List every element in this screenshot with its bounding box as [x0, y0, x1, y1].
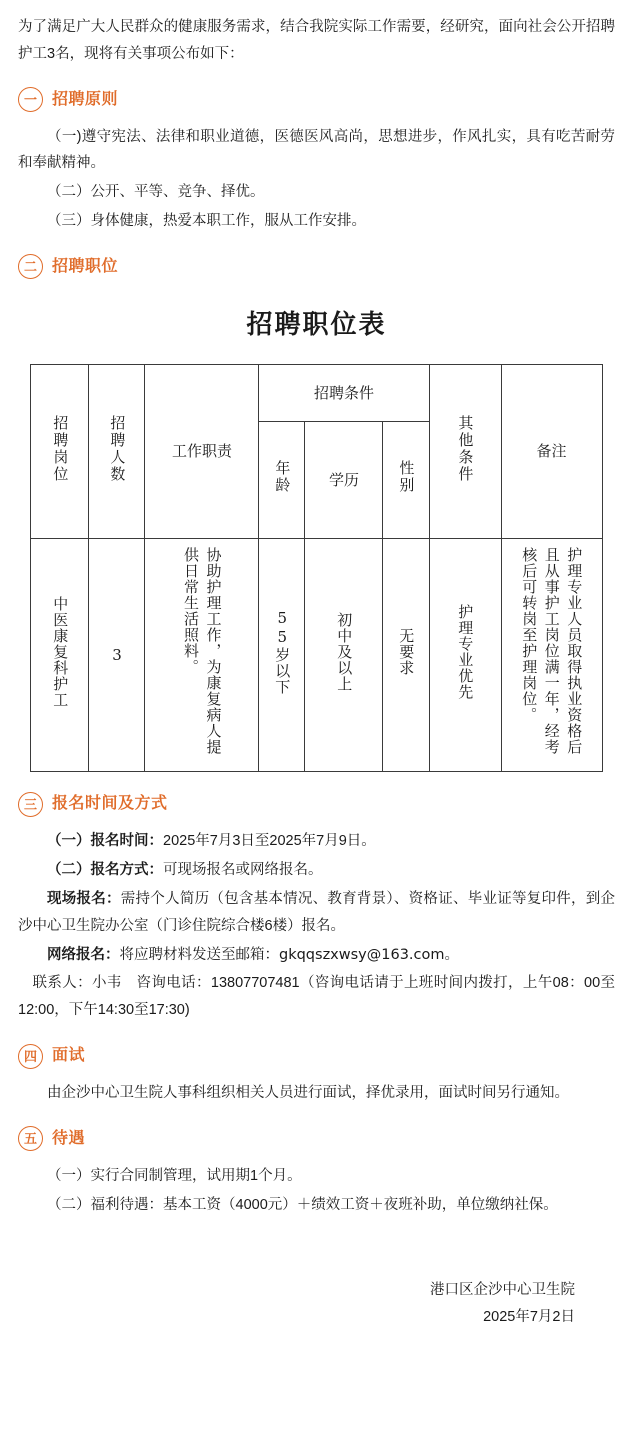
online-registration: [18, 942, 615, 969]
cell-other: 护理专业优先: [429, 539, 501, 772]
contact-info: 联系人：小韦 咨询电话：13807707481（咨询电话请于上班时间内拨打，上午08：00至12:00，下午14:30至17:30): [18, 975, 615, 1019]
section-heading-registration: [18, 790, 615, 818]
onsite-label: 现场报名：: [47, 891, 121, 907]
header-post: 招聘岗位: [31, 365, 89, 539]
registration-time: [18, 828, 615, 855]
cell-duty: 协助护理工作，为康复病人提供日常生活照料。: [145, 539, 259, 772]
section-number-icon: 三: [18, 792, 43, 817]
header-gender: 性别: [383, 422, 429, 539]
header-duty: 工作职责: [145, 365, 259, 539]
table-title: 招聘职位表: [246, 309, 387, 340]
registration-time-label: （一）报名时间：: [47, 833, 163, 850]
section-title: 面试: [52, 1047, 86, 1065]
onsite-registration: [18, 886, 615, 940]
header-conditions: 招聘条件: [259, 365, 429, 422]
header-other: 其他条件: [429, 365, 501, 539]
cell-gender: 无要求: [383, 539, 429, 772]
footer-organization: 港口区企沙中心卫生院: [430, 1281, 575, 1298]
intro-paragraph: 为了满足广大人民群众的健康服务需求，结合我院实际工作需要，经研究，面向社会公开招聘护工3名，现将有关事项公布如下：: [18, 19, 615, 62]
section-heading-interview: [18, 1042, 615, 1070]
section-heading-treatment: [18, 1125, 615, 1153]
registration-method-value: 可现场报名或网络报名。: [163, 862, 323, 879]
cell-age: 55岁以下: [259, 539, 305, 772]
section-number-icon: 一: [18, 87, 43, 112]
section-title: 待遇: [52, 1129, 86, 1147]
online-value: 将应聘材料发送至邮箱：gkqqszxwsy@163.com。: [119, 946, 460, 963]
table-header-row: [31, 365, 602, 422]
cell-post: 中医康复科护工: [31, 539, 89, 772]
cell-education: 初中及以上: [305, 539, 383, 772]
recruitment-table: [30, 364, 602, 772]
online-label: 网络报名：: [47, 946, 120, 963]
header-education: 学历: [305, 422, 383, 539]
header-age: 年龄: [259, 422, 305, 539]
principle-item: （二）公开、平等、竞争、择优。: [47, 184, 265, 201]
footer-date: 2025年7月2日: [483, 1309, 575, 1326]
section-title: 报名时间及方式: [52, 795, 168, 813]
principle-item: （三）身体健康，热爱本职工作，服从工作安排。: [47, 213, 366, 230]
section-number-icon: 五: [18, 1126, 43, 1151]
cell-count: 3: [89, 539, 145, 772]
section-title: 招聘职位: [52, 257, 119, 275]
interview-text: 由企沙中心卫生院人事科组织相关人员进行面试，择优录用，面试时间另行通知。: [47, 1085, 569, 1102]
registration-method-label: （二）报名方式：: [47, 862, 163, 879]
document-footer: [18, 1277, 615, 1332]
header-remark: 备注: [501, 365, 602, 539]
onsite-value: 需持个人简历（包含基本情况、教育背景）、资格证、毕业证等复印件，到企沙中心卫生院办公室（门诊住院综合楼6楼）报名。: [18, 891, 616, 934]
section-number-icon: 四: [18, 1044, 43, 1069]
header-count: 招聘人数: [89, 365, 145, 539]
section-heading-recruitment-principles: [18, 86, 615, 114]
treatment-item: （二）福利待遇：基本工资（4000元）＋绩效工资＋夜班补助，单位缴纳社保。: [47, 1196, 558, 1213]
registration-time-value: 2025年7月3日至2025年7月9日。: [163, 833, 376, 850]
treatment-item: （一）实行合同制管理，试用期1个月。: [47, 1167, 302, 1184]
table-row: [31, 539, 602, 772]
cell-remark: 护理专业人员取得执业资格后且从事护工岗位满一年，经考核后可转岗至护理岗位。: [501, 539, 602, 772]
section-heading-recruitment-positions: [18, 253, 615, 281]
section-title: 招聘原则: [52, 90, 119, 108]
section-number-icon: 二: [18, 254, 43, 279]
registration-method: [18, 857, 615, 884]
principle-item: （一)遵守宪法、法律和职业道德，医德医风高尚，思想进步，作风扎实，具有吃苦耐劳和奉献精神。: [18, 128, 615, 172]
